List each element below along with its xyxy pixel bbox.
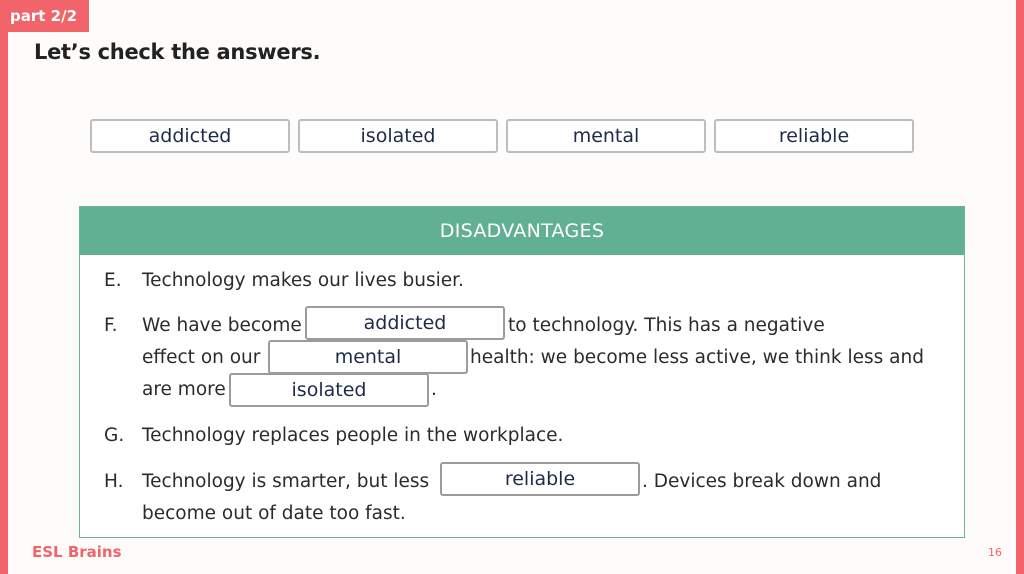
item-f-line1-before: We have become bbox=[142, 315, 302, 336]
item-f-line3-after: . bbox=[431, 379, 437, 400]
word-bank-item-reliable[interactable]: reliable bbox=[714, 119, 914, 153]
part-label: part 2/2 bbox=[0, 0, 89, 32]
item-f-line2-before: effect on our bbox=[142, 347, 261, 368]
item-letter-g: G. bbox=[104, 425, 125, 446]
item-e-text: Technology makes our lives busier. bbox=[142, 270, 464, 291]
disadvantages-table bbox=[79, 206, 965, 538]
brand-logo: ESL Brains bbox=[32, 543, 122, 561]
answer-box-isolated[interactable]: isolated bbox=[229, 373, 429, 407]
item-h-line1-before: Technology is smarter, but less bbox=[142, 471, 430, 492]
item-f-line2-after: health: we become less active, we think less and bbox=[470, 347, 924, 368]
word-bank bbox=[90, 119, 920, 155]
answer-box-addicted[interactable]: addicted bbox=[305, 306, 505, 340]
word-bank-item-mental[interactable]: mental bbox=[506, 119, 706, 153]
item-f-line3-before: are more bbox=[142, 379, 226, 400]
item-g-text: Technology replaces people in the workplace. bbox=[142, 425, 564, 446]
word-bank-item-isolated[interactable]: isolated bbox=[298, 119, 498, 153]
answer-box-mental[interactable]: mental bbox=[268, 340, 468, 374]
page-title: Let’s check the answers. bbox=[34, 40, 321, 64]
page-number: 16 bbox=[988, 546, 1002, 559]
item-letter-e: E. bbox=[104, 270, 122, 291]
item-letter-h: H. bbox=[104, 471, 124, 492]
item-letter-f: F. bbox=[104, 315, 118, 336]
item-h-line2: become out of date too fast. bbox=[142, 503, 406, 524]
word-bank-item-addicted[interactable]: addicted bbox=[90, 119, 290, 153]
answer-box-reliable[interactable]: reliable bbox=[440, 462, 640, 496]
item-f-line1-after: to technology. This has a negative bbox=[508, 315, 825, 336]
table-header: DISADVANTAGES bbox=[80, 207, 964, 255]
item-h-line1-after: . Devices break down and bbox=[642, 471, 882, 492]
